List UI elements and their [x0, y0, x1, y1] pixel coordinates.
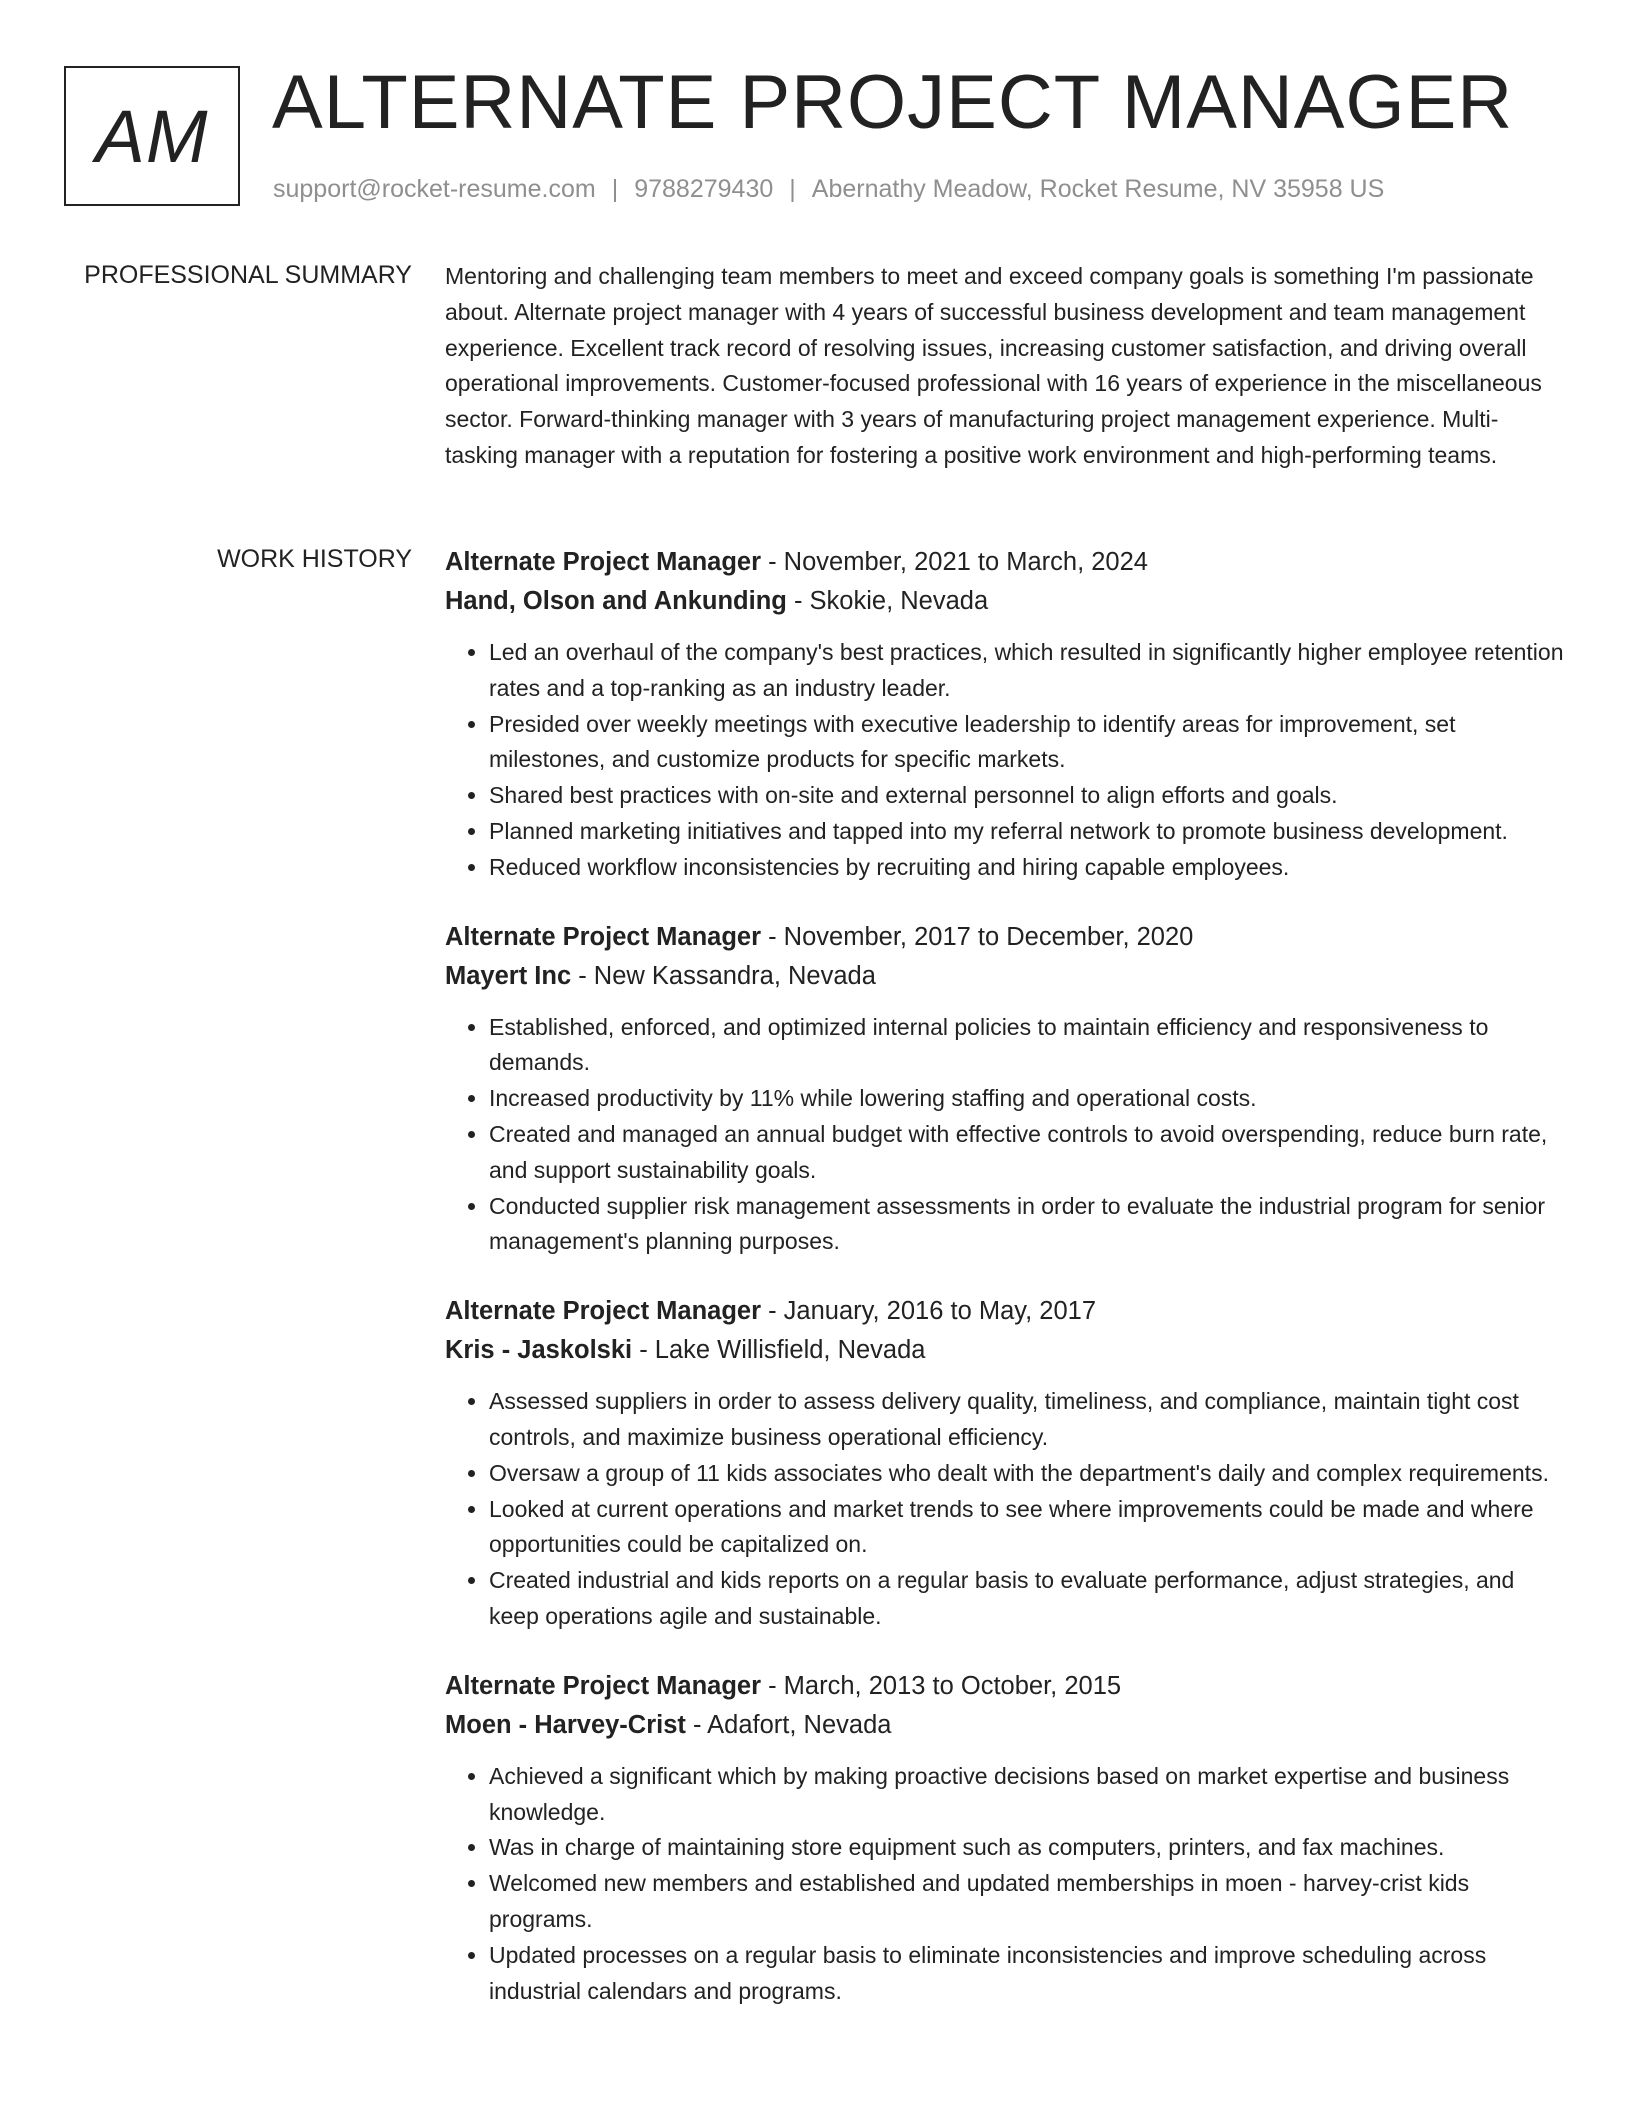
job-bullet: • Looked at current operations and market trends to see where improvements could be made and where opportunities could be capitalized on.	[489, 1492, 1565, 1564]
job-title-line	[445, 1292, 1565, 1331]
job-title-line	[445, 543, 1565, 582]
job-company-line	[445, 1706, 1565, 1745]
job-entry	[445, 543, 1565, 886]
job-bullet: • Increased productivity by 11% while lowering staffing and operational costs.	[489, 1081, 1565, 1117]
job-bullet: • Created industrial and kids reports on a regular basis to evaluate performance, adjust strategies, and keep operations agile and sustainable.	[489, 1563, 1565, 1635]
job-title: Alternate Project Manager	[445, 922, 762, 951]
job-bullet: • Created and managed an annual budget with effective controls to avoid overspending, reduce burn rate, and support sustainability goals.	[489, 1117, 1565, 1189]
job-bullet: • Planned marketing initiatives and tapped into my referral network to promote business development.	[489, 814, 1565, 850]
summary-text: Mentoring and challenging team members to meet and exceed company goals is something I'm passionate about. Alternate project manager with 4 years of successful business development and team management experience. Excellent track record of resolving issues, increasing customer satisfaction, and driving overall operational improvements. Customer-focused professional with 16 years of experience in the miscellaneous sector. Forward-thinking manager with 3 years of manufacturing project management experience. Multi-tasking manager with a reputation for fostering a positive work environment and high-performing teams.	[445, 263, 1542, 468]
monogram-text: AM	[95, 94, 209, 178]
job-bullet: • Reduced workflow inconsistencies by recruiting and hiring capable employees.	[489, 850, 1565, 886]
job-bullet-list	[445, 1010, 1565, 1261]
job-bullet-list	[445, 1384, 1565, 1635]
job-dates: - November, 2017 to December, 2020	[768, 922, 1194, 951]
job-title: Alternate Project Manager	[445, 1671, 762, 1700]
job-bullet: • Was in charge of maintaining store equipment such as computers, printers, and fax machines.	[489, 1830, 1565, 1866]
job-company-line	[445, 1331, 1565, 1370]
contact-separator: |	[611, 175, 619, 203]
work-history-body	[445, 543, 1565, 2041]
job-bullet: • Established, enforced, and optimized internal policies to maintain efficiency and responsiveness to demands.	[489, 1010, 1565, 1082]
contact-separator: |	[789, 175, 796, 203]
job-company: Moen - Harvey-Crist	[445, 1710, 686, 1739]
job-bullet: • Led an overhaul of the company's best practices, which resulted in significantly higher employee retention rates and a top-ranking as an industry leader.	[489, 635, 1565, 707]
job-dates: - January, 2016 to May, 2017	[768, 1297, 1097, 1326]
job-location: - Adafort, Nevada	[693, 1710, 892, 1739]
job-bullet: • Oversaw a group of 11 kids associates who dealt with the department's daily and complex requirements.	[489, 1456, 1565, 1492]
job-company: Hand, Olson and Ankunding	[445, 587, 787, 615]
summary-label: PROFESSIONAL SUMMARY	[84, 261, 412, 289]
summary-body	[445, 259, 1565, 474]
job-bullet: • Shared best practices with on-site and external personnel to align efforts and goals.	[489, 778, 1565, 814]
job-entry	[445, 918, 1565, 1261]
job-title: Alternate Project Manager	[445, 548, 762, 576]
job-location: - Lake Willisfield, Nevada	[639, 1336, 926, 1365]
job-bullet: • Achieved a significant which by making proactive decisions based on market expertise and business knowledge.	[489, 1759, 1565, 1831]
job-title-line	[445, 1667, 1565, 1706]
job-bullet: • Updated processes on a regular basis to eliminate inconsistencies and improve scheduling across industrial calendars and programs.	[489, 1938, 1565, 2010]
contact-line	[273, 174, 1384, 204]
job-location: - Skokie, Nevada	[793, 587, 989, 615]
job-title: Alternate Project Manager	[445, 1297, 762, 1326]
job-entry	[445, 1667, 1565, 2010]
contact-email: support@rocket-resume.com	[273, 175, 596, 203]
job-dates: - November, 2021 to March, 2024	[768, 548, 1148, 576]
job-location: - New Kassandra, Nevada	[578, 961, 876, 990]
job-title-line	[445, 918, 1565, 957]
job-dates: - March, 2013 to October, 2015	[768, 1671, 1122, 1700]
job-bullet: • Assessed suppliers in order to assess delivery quality, timeliness, and compliance, maintain tight cost controls, and maximize business operational efficiency.	[489, 1384, 1565, 1456]
job-company-line	[445, 582, 1565, 621]
contact-phone: 9788279430	[634, 175, 774, 203]
job-entry	[445, 1292, 1565, 1635]
job-bullet-list	[445, 1759, 1565, 2010]
job-bullet-list	[445, 635, 1565, 886]
job-bullet: • Conducted supplier risk management assessments in order to evaluate the industrial program for senior management's planning purposes.	[489, 1189, 1565, 1261]
job-company-line	[445, 957, 1565, 996]
job-company: Kris - Jaskolski	[445, 1336, 633, 1365]
monogram	[64, 66, 240, 206]
page-title: ALTERNATE PROJECT MANAGER	[272, 60, 1514, 145]
job-company: Mayert Inc	[445, 961, 572, 990]
work-history-label: WORK HISTORY	[217, 545, 412, 573]
contact-address: Abernathy Meadow, Rocket Resume, NV 35958 US	[811, 175, 1385, 203]
job-bullet: • Presided over weekly meetings with executive leadership to identify areas for improvement, set milestones, and customize products for specific markets.	[489, 707, 1565, 779]
job-bullet: • Welcomed new members and established and updated memberships in moen - harvey-crist kids programs.	[489, 1866, 1565, 1938]
